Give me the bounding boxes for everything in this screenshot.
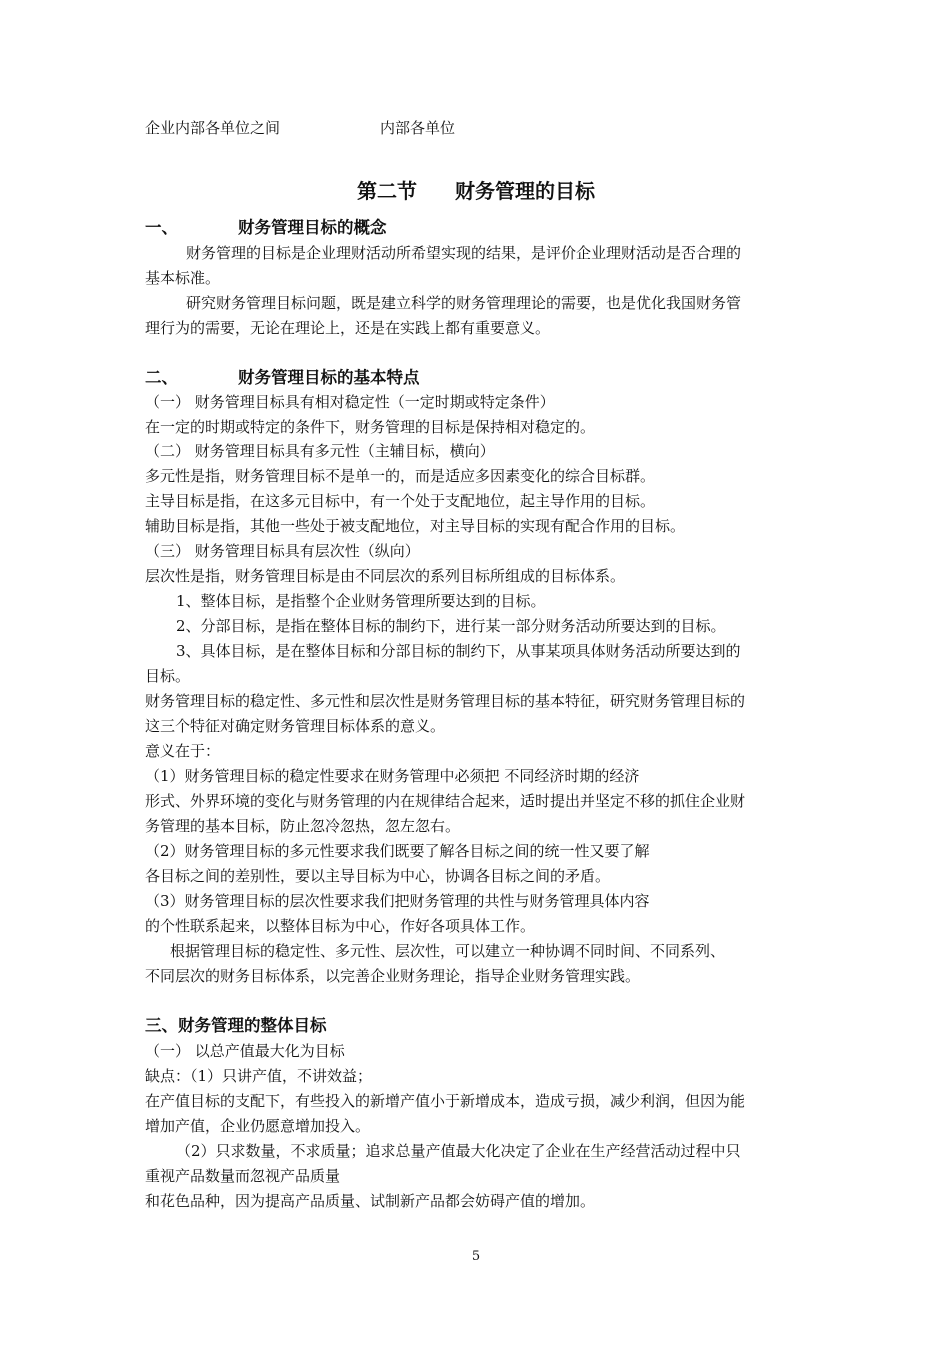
part1-heading-text: 财务管理目标的概念	[238, 218, 387, 237]
part2-line: 1、整体目标，是指整个企业财务管理所要达到的目标。	[176, 592, 546, 610]
part1-heading	[145, 218, 815, 238]
part2-heading-text: 财务管理目标的基本特点	[238, 368, 420, 387]
top-line	[145, 118, 815, 138]
part1-num: 一、	[145, 218, 178, 237]
part3-line: （一） 以总产值最大化为目标	[145, 1042, 345, 1060]
part3-line: 在产值目标的支配下，有些投入的新增产值小于新增成本，造成亏损，减少利润，但因为能	[145, 1092, 746, 1110]
page-number: 5	[471, 1249, 481, 1264]
part1-line: 研究财务管理目标问题，既是建立科学的财务管理理论的需要，也是优化我国财务管	[186, 294, 742, 312]
section-title	[0, 178, 952, 204]
part3-line: 和花色品种，因为提高产品质量、试制新产品都会妨碍产值的增加。	[145, 1192, 596, 1210]
part2-line: 2、分部目标，是指在整体目标的制约下，进行某一部分财务活动所要达到的目标。	[176, 617, 726, 635]
part2-line: 层次性是指，财务管理目标是由不同层次的系列目标所组成的目标体系。	[145, 567, 626, 585]
part2-line: 在一定的时期或特定的条件下，财务管理的目标是保持相对稳定的。	[145, 418, 596, 436]
part2-line: 这三个特征对确定财务管理目标体系的意义。	[145, 717, 446, 735]
part3-line: 重视产品数量而忽视产品质量	[145, 1167, 341, 1185]
part2-line: 主导目标是指，在这多元目标中，有一个处于支配地位，起主导作用的目标。	[145, 492, 656, 510]
part2-line: 辅助目标是指，其他一些处于被支配地位，对主导目标的实现有配合作用的目标。	[145, 517, 686, 535]
part1-line: 基本标准。	[145, 269, 221, 287]
part2-line: 多元性是指，财务管理目标不是单一的，而是适应多因素变化的综合目标群。	[145, 467, 656, 485]
part2-heading	[145, 368, 815, 388]
part2-line: 根据管理目标的稳定性、多元性、层次性，可以建立一种协调不同时间、不同系列、	[170, 942, 726, 960]
part2-line: 意义在于：	[145, 742, 221, 760]
part3-line: 增加产值，企业仍愿意增加投入。	[145, 1117, 371, 1135]
part2-line: （2）财务管理目标的多元性要求我们既要了解各目标之间的统一性又要了解	[145, 842, 650, 860]
part2-line: 目标。	[145, 667, 191, 685]
section-title-text: 财务管理的目标	[455, 179, 595, 203]
part2-line: （一） 财务管理目标具有相对稳定性（一定时期或特定条件）	[145, 393, 555, 411]
part1-line: 理行为的需要，无论在理论上，还是在实践上都有重要意义。	[145, 319, 551, 337]
part2-line: 不同层次的财务目标体系，以完善企业财务理论，指导企业财务管理实践。	[145, 967, 641, 985]
part3-heading: 三、财务管理的整体目标	[145, 1016, 327, 1035]
part1-line: 财务管理的目标是企业理财活动所希望实现的结果，是评价企业理财活动是否合理的	[186, 244, 742, 262]
part2-line: （二） 财务管理目标具有多元性（主辅目标，横向）	[145, 442, 495, 460]
part2-line: 各目标之间的差别性，要以主导目标为中心，协调各目标之间的矛盾。	[145, 867, 611, 885]
top-line-right: 内部各单位	[380, 119, 456, 137]
part2-line: （三） 财务管理目标具有层次性（纵向）	[145, 542, 420, 560]
top-line-left: 企业内部各单位之间	[145, 119, 281, 137]
part2-line: 务管理的基本目标，防止忽冷忽热，忽左忽右。	[145, 817, 461, 835]
part2-line: 形式、外界环境的变化与财务管理的内在规律结合起来，适时提出并坚定不移的抓住企业财	[145, 792, 746, 810]
part2-line: （3）财务管理目标的层次性要求我们把财务管理的共性与财务管理具体内容	[145, 892, 650, 910]
part3-line: 缺点：（1）只讲产值，不讲效益；	[145, 1067, 373, 1085]
part2-line: （1）财务管理目标的稳定性要求在财务管理中必须把 不同经济时期的经济	[145, 767, 640, 785]
part2-line: 3、具体目标，是在整体目标和分部目标的制约下，从事某项具体财务活动所要达到的	[176, 642, 741, 660]
part2-num: 二、	[145, 368, 178, 387]
part2-line: 财务管理目标的稳定性、多元性和层次性是财务管理目标的基本特征，研究财务管理目标的	[145, 692, 746, 710]
part2-line: 的个性联系起来，以整体目标为中心，作好各项具体工作。	[145, 917, 536, 935]
section-title-prefix: 第二节	[357, 179, 417, 203]
part3-line: （2）只求数量，不求质量；追求总量产值最大化决定了企业在生产经营活动过程中只	[176, 1142, 741, 1160]
